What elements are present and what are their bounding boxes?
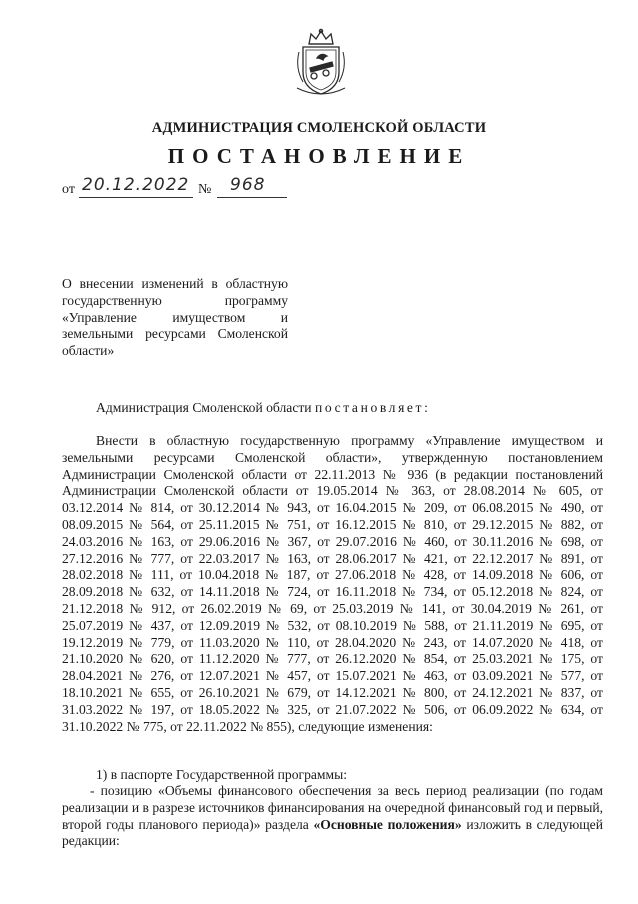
number-prefix: № (198, 182, 212, 197)
preamble-verb: постановляет: (314, 400, 431, 415)
number-underline (217, 197, 287, 198)
item2-tail: изложить в следующей редакции: (62, 816, 603, 849)
item2-text: - позицию «Объемы финансового обеспечения за весь период реализации (по годам реализации и в разрезе источников финансирования на очередной финансовый год и первый, второй годы планового периода)» раздела (62, 783, 603, 832)
registration-line (62, 175, 292, 200)
list-item-1: 1) в паспорте Государственной программы: (96, 767, 348, 782)
preamble-text: Администрация Смоленской области (96, 400, 312, 415)
organization-title: АДМИНИСТРАЦИЯ СМОЛЕНСКОЙ ОБЛАСТИ (151, 120, 487, 136)
list-item-2 (62, 783, 603, 850)
item2-section-name: «Основные положения» (313, 816, 462, 832)
smolensk-coat-of-arms-icon (293, 28, 349, 98)
handwritten-date: 20.12.2022 (82, 175, 190, 195)
document-type: ПОСТАНОВЛЕНИЕ (167, 144, 471, 168)
date-prefix: от (62, 182, 75, 197)
main-paragraph: Внести в областную государственную программу «Управление имуществом и земельными ресурсами Смоленской области», утвержденную постановлением Администрации Смоленской области от 22.11.2013 № 936 (в редакции постановлений Администрации Смоленской области от 19.05.2014 № 363, от 28.08.2014 № 605, от 03.12.2014 № 814, от 30.12.2014 № 943, от 16.04.2015 № 209, от 06.08.2015 № 490, от 08.09.2015 № 564, от 25.11.2015 № 751, от 16.12.2015 № 810, от 29.12.2015 № 882, от 24.03.2016 № 163, от 29.06.2016 № 367, от 29.07.2016 № 460, от 30.11.2016 № 698, от 27.12.2016 № 777, от 22.03.2017 № 163, от 28.06.2017 № 421, от 22.12.2017 № 891, от 28.02.2018 № 111, от 10.04.2018 № 187, от 27.06.2018 № 428, от 14.09.2018 № 606, от 28.09.2018 № 632, от 14.11.2018 № 724, от 16.11.2018 № 734, от 05.12.2018 № 824, от 21.12.2018 № 912, от 26.02.2019 № 69, от 25.03.2019 № 141, от 30.04.2019 № 261, от 25.07.2019 № 437, от 12.09.2019 № 532, от 08.10.2019 № 588, от 21.11.2019 № 695, от 19.12.2019 № 779, от 11.03.2020 № 110, от 28.04.2020 № 243, от 14.07.2020 № 418, от 21.10.2020 № 620, от 11.12.2020 № 777, от 26.12.2020 № 854, от 25.03.2021 № 175, от 28.04.2021 № 276, от 12.07.2021 № 457, от 15.07.2021 № 463, от 03.09.2021 № 577, от 18.10.2021 № 655, от 26.10.2021 № 679, от 14.12.2021 № 800, от 24.12.2021 № 837, от 31.03.2022 № 197, от 18.05.2022 № 325, от 21.07.2022 № 506, от 06.09.2022 № 634, от 31.10.2022 № 775, от 22.11.2022 № 855), следующие изменения: (62, 433, 603, 734)
handwritten-number: 968 (230, 175, 266, 195)
date-underline (79, 197, 193, 198)
preamble (96, 400, 430, 416)
document-subject: О внесении изменений в областную государственную программу «Управление имуществом и земельными ресурсами Смоленской области» (62, 276, 288, 359)
